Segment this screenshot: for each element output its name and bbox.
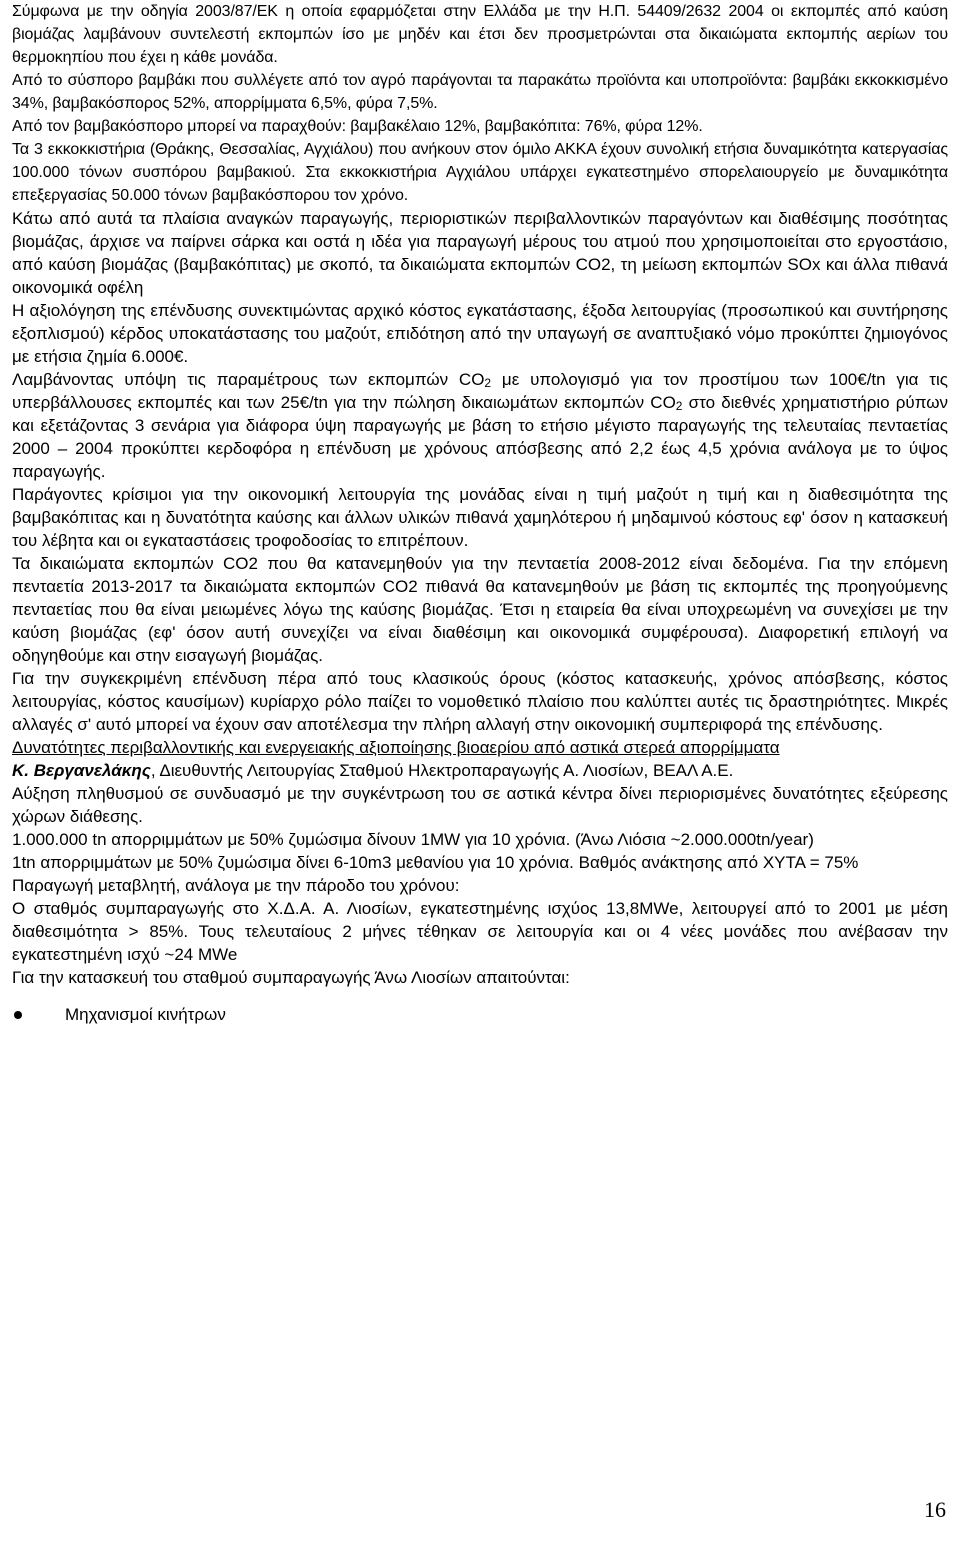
paragraph-cottonseed-products: Από τον βαμβακόσπορο μπορεί να παραχθούν: βαμβακέλαιο 12%, βαμβακόπιτα: 76%, φύρα 12%. <box>12 118 703 135</box>
paragraph-legal-framework: Για την συγκεκριμένη επένδυση πέρα από τους κλασικούς όρους (κόστος κατασκευής, χρόνος απόσβεσης, κόστος λειτουργίας, κόστος καυσίμων) κυρίαρχο ρόλο παίζει το νομοθετικό πλαίσιο που καλύπτει αυτές τις δραστηριότητες. Μικρές αλλαγές σ' αυτό μπορεί να έχουν σαν αποτέλεσμα την πλήρη αλλαγή στην οικονομική συμπεριφορά της επένδυσης. <box>12 669 948 734</box>
author-name: Κ. Βεργανελάκης <box>12 761 151 780</box>
paragraph-ginneries: Τα 3 εκκοκκιστήρια (Θράκης, Θεσσαλίας, Αγχιάλου) που ανήκουν στον όμιλο ΑΚΚΑ έχουν συνολική ετήσια δυναμικότητα κατεργασίας 100.000 τόνων συσπόρου βαμβακιού. Στα εκκοκκιστήρια Αγχιάλου υπάρχει εγκατεστημένο σπορελαιουργείο με δυναμικότητα επεξεργασίας 50.000 τόνων βαμβακόσπορου τον χρόνο. <box>12 141 948 204</box>
section-title: Δυνατότητες περιβαλλοντικής και ενεργειακής αξιοποίησης βιοαερίου από αστικά στερεά απορρίμματα <box>12 738 780 757</box>
list-item: Μηχανισμοί κινήτρων <box>12 1003 948 1026</box>
paragraph-waste-power: 1.000.000 tn απορριμμάτων με 50% ζυμώσιμα δίνουν 1MW για 10 χρόνια. (Άνω Λιόσια ~2.000.000tn/year) <box>12 830 814 849</box>
paragraph-requirements: Για την κατασκευή του σταθμού συμπαραγωγής Άνω Λιοσίων απαιτούνται: <box>12 968 570 987</box>
page-number: 16 <box>924 1497 946 1522</box>
paragraph-directive: Σύμφωνα με την οδηγία 2003/87/ΕΚ η οποία εφαρμόζεται στην Ελλάδα με την Η.Π. 54409/2632 2004 οι εκπομπές από καύση βιομάζας λαμβάνουν συντελεστή εκπομπών ίσο με μηδέν και έτσι δεν προσμετρώνται στα δικαιώματα εκπομπής αερίων του θερμοκηπίου που έχει η κάθε μονάδα. <box>12 3 948 66</box>
paragraph-variable-production: Παραγωγή μεταβλητή, ανάλογα με την πάροδο του χρόνου: <box>12 876 460 895</box>
paragraph-cogeneration-station: Ο σταθμός συμπαραγωγής στο Χ.Δ.Α. Α. Λιοσίων, εγκατεστημένης ισχύος 13,8MWe, λειτουργεί από το 2001 με μέση διαθεσιμότητα > 85%. Τους τελευταίους 2 μήνες τέθηκαν σε λειτουργία και οι 4 νέες μονάδες που ανέβασαν την εγκατεστημένη ισχύ ~24 MWe <box>12 899 949 964</box>
paragraph-investment-evaluation: Η αξιολόγηση της επένδυσης συνεκτιμώντας αρχικό κόστος εγκατάστασης, έξοδα λειτουργίας (προσωπικού και συντήρησης εξοπλισμού) κέρδος υποκατάστασης του μαζούτ, επιδότηση από την υπαγωγή σε αναπτυξιακό νόμο προκύπτει ζημιογόνος με ετήσια ζημία 6.000€. <box>12 301 948 366</box>
paragraph-cotton-products: Από το σύσπορο βαμβάκι που συλλέγετε από τον αγρό παράγονται τα παρακάτω προϊόντα και υποπροϊόντα: βαμβάκι εκκοκκισμένο 34%, βαμβακόσπορος 52%, απορρίμματα 6,5%, φύρα 7,5%. <box>12 72 948 112</box>
paragraph-population: Αύξηση πληθυσμού σε συνδυασμό με την συγκέντρωση του σε αστικά κέντρα δίνει περιορισμένες δυνατότητες εξεύρεσης χώρων διάθεσης. <box>12 784 948 826</box>
paragraph-co2-scenarios: Λαμβάνοντας υπόψη τις παραμέτρους των εκπομπών $CO_2$ με υπολογισμό για τον προστίμου των 100€/tn για τις υπερβάλλουσες εκπομπές και των 25€/tn για την πώληση δικαιωμάτων εκπομπών $CO_2$ στο διεθνές χρηματιστήριο ρύπων και εξετάζοντας 3 σενάρια για διάφορα ύψη παραγωγής με βάση το ετήσιο μέγιστο παραγωγής της τελευταίας πενταετίας 2000 – 2004 προκύπτει κερδοφόρα η επένδυση με χρόνους απόσβεσης από 2,2 έως 4,5 χρόνια ανάλογα με το ύψος παραγωγής. <box>12 370 948 481</box>
bullet-icon <box>14 1011 22 1019</box>
paragraph-biomass-idea: Κάτω από αυτά τα πλαίσια αναγκών παραγωγής, περιοριστικών περιβαλλοντικών παραγόντων και διαθέσιμης ποσότητας βιομάζας, άρχισε να παίρνει σάρκα και οστά η ιδέα για παραγωγή μέρους του ατμού που χρησιμοποιείται στο εργοστάσιο, από καύση βιομάζας (βαμβακόπιτας) με σκοπό, τα δικαιώματα εκπομπών CO2, τη μείωση εκπομπών SOx και άλλα πιθανά οικονομικά οφέλη <box>12 209 948 297</box>
paragraph-critical-factors: Παράγοντες κρίσιμοι για την οικονομική λειτουργία της μονάδας είναι η τιμή μαζούτ η τιμή και η διαθεσιμότητα της βαμβακόπιτας και η δυνατότητα καύσης και άλλων υλικών πιθανά χαμηλότερου ή μηδαμινού κόστους εφ' όσον η κατασκευή του λέβητα και οι εγκαταστάσεις τροφοδοσίας το επιτρέπουν. <box>12 485 948 550</box>
paragraph-emission-rights: Τα δικαιώματα εκπομπών CO2 που θα κατανεμηθούν για την πενταετία 2008-2012 είναι δεδομένα. Για την επόμενη πενταετία 2013-2017 τα δικαιώματα εκπομπών CO2 πιθανά θα κατανεμηθούν με βάση τις εκπομπές της προηγούμενης πενταετίας που θα είναι μειωμένες λόγω της καύσης βιομάζας. Έτσι η εταιρεία θα είναι υποχρεωμένη να συνεχίσει με την καύση βιομάζας (εφ' όσον αυτή συνεχίζει να είναι διαθέσιμη και οικονομικά συμφέρουσα). Διαφορετική επιλογή να οδηγηθούμε και στην εισαγωγή βιομάζας. <box>12 554 948 665</box>
paragraph-methane-yield: 1tn απορριμμάτων με 50% ζυμώσιμα δίνει 6-10m3 μεθανίου για 10 χρόνια. Βαθμός ανάκτησης από ΧΥΤΑ = 75% <box>12 853 859 872</box>
section-author-line: Κ. Βεργανελάκης, Διευθυντής Λειτουργίας Σταθμού Ηλεκτροπαραγωγής Α. Λιοσίων, ΒΕΑΛ Α.Ε. <box>12 761 734 780</box>
